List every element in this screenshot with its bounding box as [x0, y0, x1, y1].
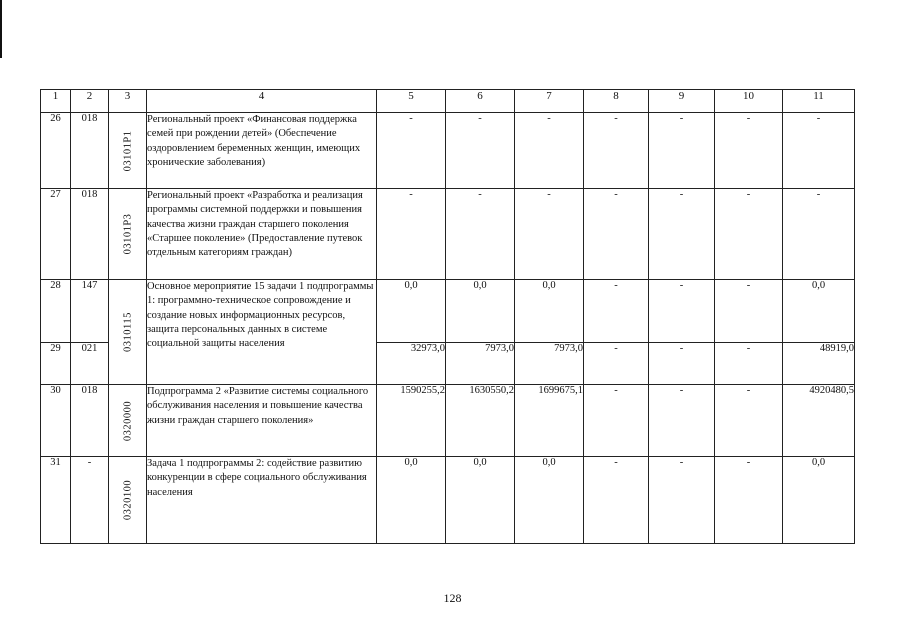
value-cell: 1590255,2: [377, 385, 446, 457]
item-description: Задача 1 подпрограммы 2: содействие развитию конкуренции в сфере социального обслуживания населения: [147, 457, 377, 544]
value-cell: -: [649, 113, 715, 189]
column-header: 3: [109, 90, 147, 113]
value-cell: 0,0: [377, 280, 446, 343]
value-cell: 0,0: [515, 280, 584, 343]
value-cell: -: [715, 343, 783, 385]
value-cell: 32973,0: [377, 343, 446, 385]
value-cell: 0,0: [783, 280, 855, 343]
program-code: 0310115: [122, 312, 133, 352]
column-header: 1: [41, 90, 71, 113]
value-cell: -: [584, 457, 649, 544]
item-description: Основное мероприятие 15 задачи 1 подпрограммы 1: программно-техническое сопровождение и создание новых информационных ресурсов, защита персональных данных в системе социальной защиты населения: [147, 280, 377, 385]
value-cell: 0,0: [783, 457, 855, 544]
value-cell: -: [446, 189, 515, 280]
row-number: 28: [41, 280, 71, 343]
table-row: [41, 113, 855, 189]
value-cell: -: [715, 280, 783, 343]
value-cell: 4920480,5: [783, 385, 855, 457]
grbs-code: 018: [71, 189, 109, 280]
value-cell: -: [377, 113, 446, 189]
column-header: 11: [783, 90, 855, 113]
item-description: Региональный проект «Разработка и реализация программы системной поддержки и повышения качества жизни граждан старшего поколения «Старшее поколение» (Предоставление путевок отдельным категориям граждан): [147, 189, 377, 280]
column-header: 2: [71, 90, 109, 113]
value-cell: -: [584, 189, 649, 280]
row-number: 30: [41, 385, 71, 457]
table-row: [41, 280, 855, 343]
column-header: 5: [377, 90, 446, 113]
item-description: Региональный проект «Финансовая поддержка семей при рождении детей» (Обеспечение оздоровлением беременных женщин, имеющих хронические заболевания): [147, 113, 377, 189]
value-cell: 7973,0: [515, 343, 584, 385]
value-cell: 0,0: [377, 457, 446, 544]
value-cell: -: [649, 343, 715, 385]
item-description: Подпрограмма 2 «Развитие системы социального обслуживания населения и повышение качества жизни граждан старшего поколения»: [147, 385, 377, 457]
value-cell: -: [649, 457, 715, 544]
grbs-code: -: [71, 457, 109, 544]
column-header: 9: [649, 90, 715, 113]
column-header: 4: [147, 90, 377, 113]
value-cell: -: [715, 457, 783, 544]
value-cell: -: [584, 385, 649, 457]
column-header: 10: [715, 90, 783, 113]
program-code: 0320100: [122, 479, 133, 521]
grbs-code: 018: [71, 385, 109, 457]
value-cell: -: [584, 280, 649, 343]
program-code-cell: [109, 189, 147, 280]
value-cell: -: [783, 189, 855, 280]
page-number: 128: [443, 591, 462, 605]
value-cell: 0,0: [446, 280, 515, 343]
value-cell: 0,0: [515, 457, 584, 544]
program-code-cell: [109, 385, 147, 457]
table-row: [41, 457, 855, 544]
column-header: 7: [515, 90, 584, 113]
budget-table: [40, 89, 855, 544]
value-cell: -: [715, 189, 783, 280]
value-cell: -: [715, 385, 783, 457]
value-cell: -: [584, 113, 649, 189]
column-header: 6: [446, 90, 515, 113]
program-code: 0320000: [122, 400, 133, 441]
value-cell: 7973,0: [446, 343, 515, 385]
table-row: [41, 385, 855, 457]
column-header: 8: [584, 90, 649, 113]
row-number: 26: [41, 113, 71, 189]
program-code-cell: [109, 113, 147, 189]
program-code-cell: [109, 280, 147, 385]
grbs-code: 018: [71, 113, 109, 189]
value-cell: -: [446, 113, 515, 189]
header-row: [41, 90, 855, 113]
value-cell: -: [649, 385, 715, 457]
row-number: 29: [41, 343, 71, 385]
grbs-code: 147: [71, 280, 109, 343]
value-cell: -: [649, 189, 715, 280]
scan-margin-line: [0, 0, 2, 58]
value-cell: 48919,0: [783, 343, 855, 385]
value-cell: 1699675,1: [515, 385, 584, 457]
program-code: 03101P1: [122, 130, 133, 171]
table-row: [41, 189, 855, 280]
value-cell: 1630550,2: [446, 385, 515, 457]
program-code: 03101P3: [122, 213, 133, 255]
value-cell: -: [515, 189, 584, 280]
value-cell: -: [715, 113, 783, 189]
grbs-code: 021: [71, 343, 109, 385]
value-cell: -: [515, 113, 584, 189]
row-number: 27: [41, 189, 71, 280]
value-cell: -: [584, 343, 649, 385]
value-cell: -: [649, 280, 715, 343]
value-cell: -: [377, 189, 446, 280]
row-number: 31: [41, 457, 71, 544]
program-code-cell: [109, 457, 147, 544]
value-cell: -: [783, 113, 855, 189]
value-cell: 0,0: [446, 457, 515, 544]
